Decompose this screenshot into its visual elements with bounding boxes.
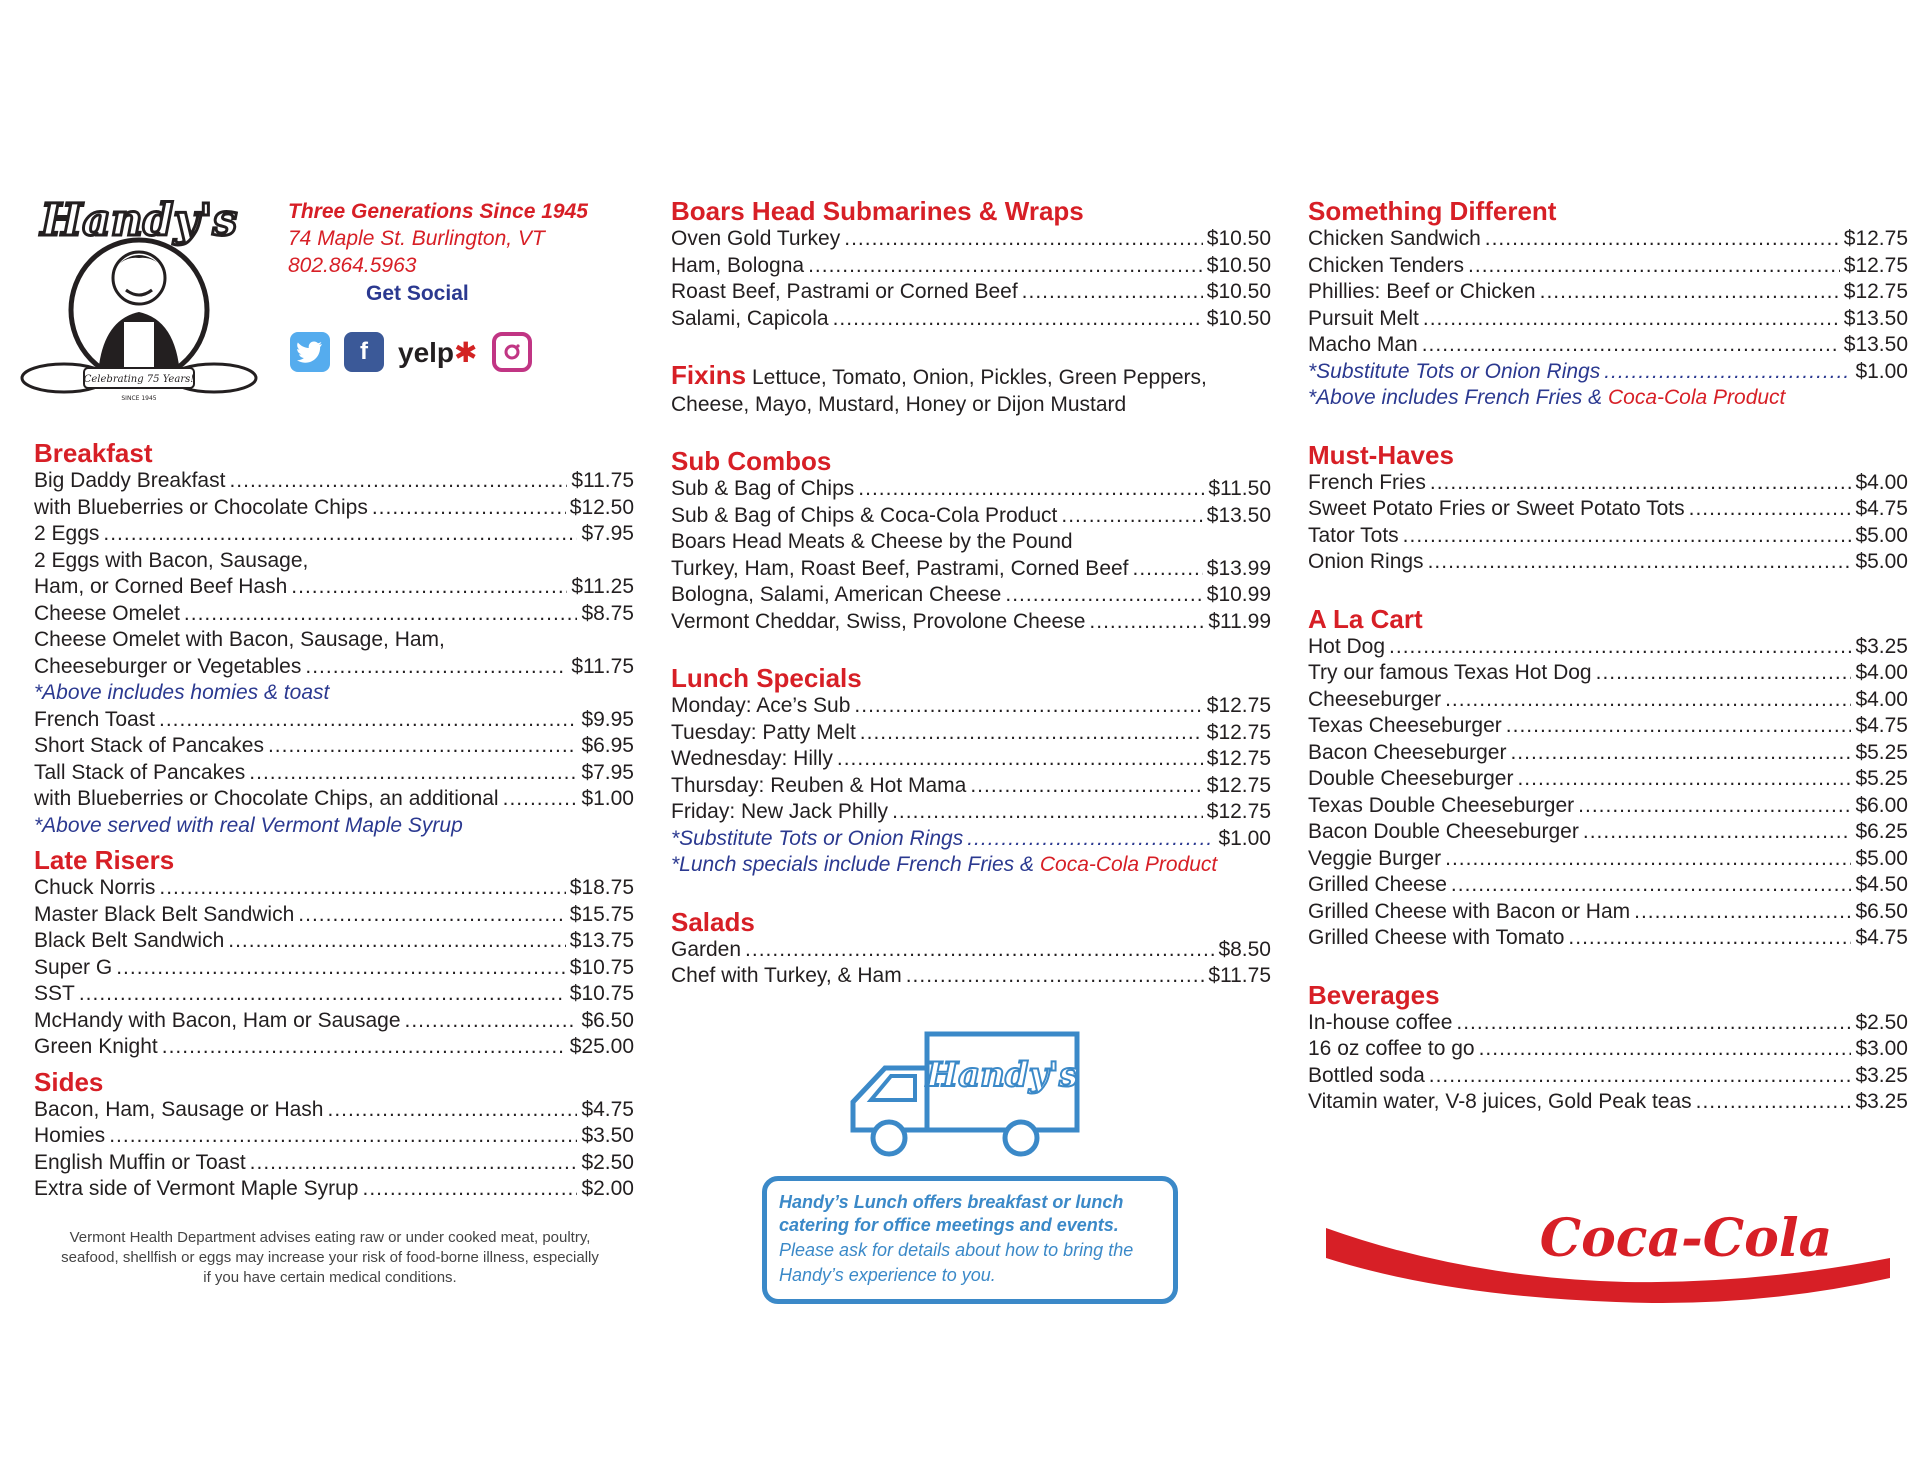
menu-item: [1308, 634, 1908, 661]
menu-item: [1308, 766, 1908, 793]
item-price: $13.50: [1206, 503, 1271, 527]
item-name: Macho Man: [1308, 333, 1418, 356]
twitter-icon[interactable]: [290, 332, 330, 372]
menu-item: [1308, 872, 1908, 899]
section-something-different: [1308, 196, 1908, 412]
item-name: Chef with Turkey, & Ham: [671, 964, 902, 987]
item-name: Super G: [34, 955, 113, 979]
item-price: $3.25: [1855, 634, 1908, 658]
item-name: Tator Tots: [1308, 523, 1399, 547]
item-price: $5.25: [1855, 740, 1908, 764]
section-title: Boars Head Submarines & Wraps: [671, 196, 1084, 226]
logo-banner: Celebrating 75 Years!: [83, 374, 195, 385]
fixins-line-2: Cheese, Mayo, Mustard, Honey or Dijon Mustard: [671, 392, 1127, 416]
substitute-note: [1308, 359, 1908, 386]
item-price: $3.00: [1855, 1037, 1908, 1060]
item-line: Boars Head Meats & Cheese by the Pound: [671, 530, 1073, 553]
section-sub-combos: [671, 446, 1271, 635]
handys-logo: [14, 190, 264, 405]
coke-wordmark: Coca-Cola: [1539, 1208, 1833, 1269]
item-price: $11.75: [571, 654, 634, 678]
column-middle: [671, 196, 1271, 1018]
menu-item: [1308, 496, 1908, 523]
menu-item: [1308, 740, 1908, 767]
note-text: *Lunch specials include French Fries &: [671, 853, 1040, 876]
item-name: Cheeseburger: [1308, 687, 1442, 711]
item-name: Bologna, Salami, American Cheese: [671, 583, 1002, 606]
logo-text: Handy's: [40, 195, 238, 246]
item-name: Extra side of Vermont Maple Syrup: [34, 1177, 359, 1200]
item-line: Cheese Omelet with Bacon, Sausage, Ham,: [34, 628, 445, 651]
item-name: Oven Gold Turkey: [671, 227, 841, 250]
item-price: $11.75: [571, 469, 634, 492]
menu-item: [1308, 226, 1908, 253]
item-name: In-house coffee: [1308, 1010, 1453, 1034]
section-title: Must-Haves: [1308, 439, 1454, 470]
menu-item: [1308, 470, 1908, 497]
item-name: Salami, Capicola: [671, 306, 829, 330]
menu-item: [1308, 279, 1908, 306]
menu-item: [1308, 253, 1908, 280]
catering-line-3: Please ask for details about how to bring the: [779, 1240, 1134, 1260]
item-name: Tall Stack of Pancakes: [34, 760, 246, 784]
item-price: $5.00: [1855, 550, 1908, 573]
item-name: Tuesday: Patty Melt: [671, 720, 856, 744]
catering-line-1: Handy’s Lunch offers breakfast or lunch: [779, 1192, 1124, 1212]
menu-item: [34, 468, 634, 495]
menu-item: [34, 1150, 634, 1177]
menu-item: [34, 1176, 634, 1203]
item-price: $7.95: [581, 522, 634, 545]
menu-item: [34, 1123, 634, 1150]
item-price: $8.50: [1218, 937, 1271, 961]
item-name: Texas Cheeseburger: [1308, 714, 1502, 737]
section-fixins: [671, 360, 1271, 418]
column-left: [34, 438, 634, 1231]
section-note: [671, 852, 1271, 879]
item-price: $4.75: [1855, 926, 1908, 949]
item-name: Chuck Norris: [34, 876, 156, 899]
item-name: Bacon, Ham, Sausage or Hash: [34, 1097, 324, 1121]
item-price: $11.25: [571, 575, 634, 598]
section-salads: [671, 907, 1271, 990]
menu-item: [34, 707, 634, 734]
item-name: Pursuit Melt: [1308, 306, 1419, 330]
section-a-la-cart: [1308, 604, 1908, 952]
item-price: $10.50: [1206, 280, 1271, 303]
menu-item: [671, 582, 1271, 609]
section-title: Sides: [34, 1066, 104, 1097]
item-name: Turkey, Ham, Roast Beef, Pastrami, Corned Beef: [671, 556, 1129, 580]
menu-item: [1308, 687, 1908, 714]
item-price: $12.75: [1843, 253, 1908, 277]
health-disclaimer: Vermont Health Department advises eating raw or under cooked meat, poultry, seafood, shellfish or eggs may increase your risk of food-borne illness, especially if you have certain medical conditions.: [61, 1229, 599, 1286]
logo-since: SINCE 1945: [121, 395, 157, 402]
item-name: Vitamin water, V-8 juices, Gold Peak teas: [1308, 1090, 1692, 1113]
item-name: French Toast: [34, 707, 156, 731]
item-price: $5.00: [1855, 846, 1908, 870]
item-name: *Substitute Tots or Onion Rings: [671, 826, 964, 850]
item-name: Bottled soda: [1308, 1063, 1425, 1087]
item-price: $1.00: [581, 787, 634, 810]
item-price: $1.00: [1218, 826, 1271, 850]
menu-item: [671, 226, 1271, 253]
section-sides: [34, 1067, 634, 1203]
menu-item: [1308, 549, 1908, 576]
social-icons: [290, 332, 532, 372]
menu-item: [671, 306, 1271, 333]
item-name: Big Daddy Breakfast: [34, 469, 226, 492]
coca-cola-logo: [1326, 1198, 1890, 1308]
item-price: $12.75: [1206, 800, 1271, 823]
menu-item: [671, 503, 1271, 530]
item-name: *Substitute Tots or Onion Rings: [1308, 359, 1601, 383]
item-name: Chicken Sandwich: [1308, 227, 1481, 250]
menu-item: [1308, 332, 1908, 359]
header: [14, 190, 634, 405]
item-price: $4.00: [1855, 687, 1908, 711]
menu-item: [34, 601, 634, 628]
item-price: $6.50: [1855, 899, 1908, 923]
item-price: $6.25: [1855, 820, 1908, 843]
item-price: $4.00: [1855, 661, 1908, 684]
menu-item: [1308, 925, 1908, 952]
item-name: Wednesday: Hilly: [671, 747, 833, 770]
yelp-icon[interactable]: [398, 336, 478, 369]
item-name: Thursday: Reuben & Hot Mama: [671, 773, 967, 797]
menu-item: [34, 928, 634, 955]
menu-item: [1308, 846, 1908, 873]
note-text: *Above includes French Fries &: [1308, 386, 1608, 409]
menu-item: [34, 1008, 634, 1035]
menu-item: [1308, 793, 1908, 820]
menu-item: [1308, 819, 1908, 846]
menu-item: [671, 773, 1271, 800]
item-name: with Blueberries or Chocolate Chips, an additional: [34, 787, 499, 810]
menu-item: [34, 902, 634, 929]
yelp-burst-icon: ✱: [454, 336, 478, 368]
item-price: $13.50: [1843, 306, 1908, 330]
item-name: Grilled Cheese with Bacon or Ham: [1308, 899, 1631, 923]
section-title: Lunch Specials: [671, 663, 862, 693]
item-price: $4.75: [1855, 714, 1908, 737]
item-price: $10.50: [1206, 253, 1271, 277]
truck-label: Handy's: [926, 1055, 1078, 1095]
item-price: $10.75: [569, 982, 634, 1005]
item-name: McHandy with Bacon, Ham or Sausage: [34, 1008, 401, 1032]
item-name: Ham, Bologna: [671, 253, 805, 277]
item-name: Grilled Cheese with Tomato: [1308, 926, 1565, 949]
item-price: $12.75: [1206, 747, 1271, 770]
item-price: $12.75: [1206, 694, 1271, 717]
menu-item: [1308, 523, 1908, 550]
section-title: Beverages: [1308, 979, 1440, 1010]
item-name: Double Cheeseburger: [1308, 767, 1514, 790]
note-brand: Coca-Cola Product: [1039, 853, 1218, 876]
menu-item: [1308, 306, 1908, 333]
section-title: A La Cart: [1308, 603, 1423, 634]
item-price: $6.00: [1855, 793, 1908, 817]
substitute-note: [671, 826, 1271, 853]
item-name: Hot Dog: [1308, 634, 1386, 658]
item-price: $11.75: [1208, 964, 1271, 987]
item-name: Chicken Tenders: [1308, 253, 1465, 277]
section-title: Breakfast: [34, 438, 153, 468]
item-name: Vermont Cheddar, Swiss, Provolone Cheese: [671, 609, 1086, 633]
menu-item: [671, 609, 1271, 636]
delivery-truck-image: [845, 1028, 1085, 1160]
catering-line-4: Handy’s experience to you.: [779, 1265, 996, 1285]
item-price: $5.00: [1855, 523, 1908, 547]
menu-item: [671, 720, 1271, 747]
menu-item: [671, 746, 1271, 773]
item-price: $4.50: [1855, 873, 1908, 896]
item-price: $4.75: [581, 1097, 634, 1121]
section-title: Fixins: [671, 360, 747, 390]
menu-item: [34, 875, 634, 902]
yelp-label: yelp: [398, 336, 455, 368]
item-price: $7.95: [581, 760, 634, 784]
item-price: $13.99: [1206, 556, 1271, 580]
item-price: $4.00: [1855, 470, 1908, 494]
item-name: Monday: Ace’s Sub: [671, 694, 851, 717]
item-name: Master Black Belt Sandwich: [34, 902, 295, 926]
item-price: $2.00: [581, 1177, 634, 1200]
item-name: Sub & Bag of Chips & Coca-Cola Product: [671, 503, 1058, 527]
item-price: $11.50: [1208, 477, 1271, 500]
item-name: Cheese Omelet: [34, 601, 180, 625]
menu-item: [671, 556, 1271, 583]
menu-item: [671, 253, 1271, 280]
menu-item: [671, 799, 1271, 826]
item-price: $3.25: [1855, 1063, 1908, 1087]
item-price: $8.75: [581, 601, 634, 625]
tagline: Three Generations Since 1945: [288, 200, 588, 223]
item-price: $10.50: [1206, 306, 1271, 330]
item-name: Cheeseburger or Vegetables: [34, 654, 302, 678]
section-title: Something Different: [1308, 196, 1557, 226]
fixins-text-1: Lettuce, Tomato, Onion, Pickles, Green Peppers,: [751, 366, 1207, 389]
item-name: with Blueberries or Chocolate Chips: [34, 495, 368, 519]
address: 74 Maple St. Burlington, VT: [288, 227, 545, 250]
menu-item: [34, 786, 634, 813]
item-name: Short Stack of Pancakes: [34, 734, 264, 757]
menu-item: [34, 760, 634, 787]
item-price: $10.50: [1206, 227, 1271, 250]
item-price: $2.50: [1855, 1010, 1908, 1034]
section-note: *Above includes homies & toast: [34, 681, 330, 704]
item-price: $11.99: [1208, 609, 1271, 633]
section-subs: [671, 196, 1271, 332]
item-price: $12.75: [1843, 227, 1908, 250]
item-price: $18.75: [569, 876, 634, 899]
item-name: Friday: New Jack Philly: [671, 800, 889, 823]
catering-box: [762, 1176, 1178, 1304]
section-title: Salads: [671, 906, 755, 937]
item-name: Green Knight: [34, 1035, 158, 1058]
menu-item: [34, 955, 634, 982]
menu-item: [671, 476, 1271, 503]
item-price: $4.75: [1855, 497, 1908, 520]
item-name: French Fries: [1308, 470, 1426, 494]
item-name: Garden: [671, 937, 742, 961]
menu-item: [671, 693, 1271, 720]
menu-item: [34, 654, 634, 681]
item-name: Sub & Bag of Chips: [671, 477, 855, 500]
item-name: Texas Double Cheeseburger: [1308, 793, 1575, 817]
item-price: $12.75: [1206, 720, 1271, 744]
item-price: $10.75: [569, 955, 634, 979]
item-price: $12.75: [1843, 280, 1908, 303]
item-name: SST: [34, 982, 75, 1005]
section-note: [1308, 385, 1908, 412]
item-name: Bacon Cheeseburger: [1308, 740, 1507, 764]
item-name: English Muffin or Toast: [34, 1150, 246, 1174]
menu-item: [34, 1034, 634, 1061]
menu-item: [1308, 1010, 1908, 1037]
item-name: Black Belt Sandwich: [34, 929, 225, 952]
instagram-icon[interactable]: [492, 332, 532, 372]
menu-item: [34, 521, 634, 548]
menu-item: [1308, 899, 1908, 926]
fixins-line-1: [671, 360, 1271, 392]
item-price: $25.00: [569, 1035, 634, 1058]
item-price: $15.75: [569, 902, 634, 926]
item-name: Homies: [34, 1124, 106, 1147]
section-late-risers: [34, 845, 634, 1061]
menu-item: [1308, 713, 1908, 740]
menu-item: [671, 963, 1271, 990]
item-name: Try our famous Texas Hot Dog: [1308, 661, 1592, 684]
menu-item: [1308, 660, 1908, 687]
item-price: $3.50: [581, 1124, 634, 1147]
menu-item: [34, 981, 634, 1008]
item-name: Phillies: Beef or Chicken: [1308, 280, 1536, 303]
item-name: 16 oz coffee to go: [1308, 1037, 1475, 1060]
item-price: $5.25: [1855, 767, 1908, 790]
menu-item: [34, 495, 634, 522]
item-price: $6.95: [581, 734, 634, 757]
item-name: Grilled Cheese: [1308, 873, 1447, 896]
item-price: $6.50: [581, 1008, 634, 1032]
item-name: 2 Eggs: [34, 522, 100, 545]
item-price: $12.75: [1206, 773, 1271, 797]
item-price: $1.00: [1855, 359, 1908, 383]
item-price: $12.50: [569, 495, 634, 519]
item-price: $3.25: [1855, 1090, 1908, 1113]
menu-item: [34, 733, 634, 760]
item-name: Veggie Burger: [1308, 846, 1442, 870]
note-brand: Coca-Cola Product: [1607, 386, 1786, 409]
column-right: [1308, 196, 1908, 1144]
section-must-haves: [1308, 440, 1908, 576]
item-name: Bacon Double Cheeseburger: [1308, 820, 1579, 843]
item-price: $9.95: [581, 707, 634, 731]
item-line: 2 Eggs with Bacon, Sausage,: [34, 548, 309, 572]
menu-item: [34, 1097, 634, 1124]
section-breakfast: [34, 438, 634, 839]
menu-item: [1308, 1089, 1908, 1116]
item-price: $13.75: [569, 929, 634, 952]
section-note: *Above served with real Vermont Maple Syrup: [34, 813, 463, 837]
menu-item: [1308, 1036, 1908, 1063]
menu-item: [34, 574, 634, 601]
item-name: Sweet Potato Fries or Sweet Potato Tots: [1308, 497, 1685, 520]
social-title: Get Social: [366, 282, 469, 305]
menu-item: [671, 937, 1271, 964]
item-price: $13.50: [1843, 333, 1908, 356]
section-title: Late Risers: [34, 845, 175, 875]
section-lunch-specials: [671, 663, 1271, 879]
item-price: $10.99: [1206, 583, 1271, 606]
facebook-icon[interactable]: f: [344, 332, 384, 372]
item-name: Onion Rings: [1308, 550, 1424, 573]
item-name: Ham, or Corned Beef Hash: [34, 575, 288, 598]
menu-item: [1308, 1063, 1908, 1090]
section-beverages: [1308, 980, 1908, 1116]
phone[interactable]: 802.864.5963: [288, 254, 417, 277]
header-tagline-block: [288, 198, 588, 279]
item-name: Roast Beef, Pastrami or Corned Beef: [671, 280, 1018, 303]
menu-item: [671, 279, 1271, 306]
section-title: Sub Combos: [671, 446, 832, 476]
catering-line-2: catering for office meetings and events.: [779, 1215, 1119, 1235]
item-price: $2.50: [581, 1150, 634, 1174]
